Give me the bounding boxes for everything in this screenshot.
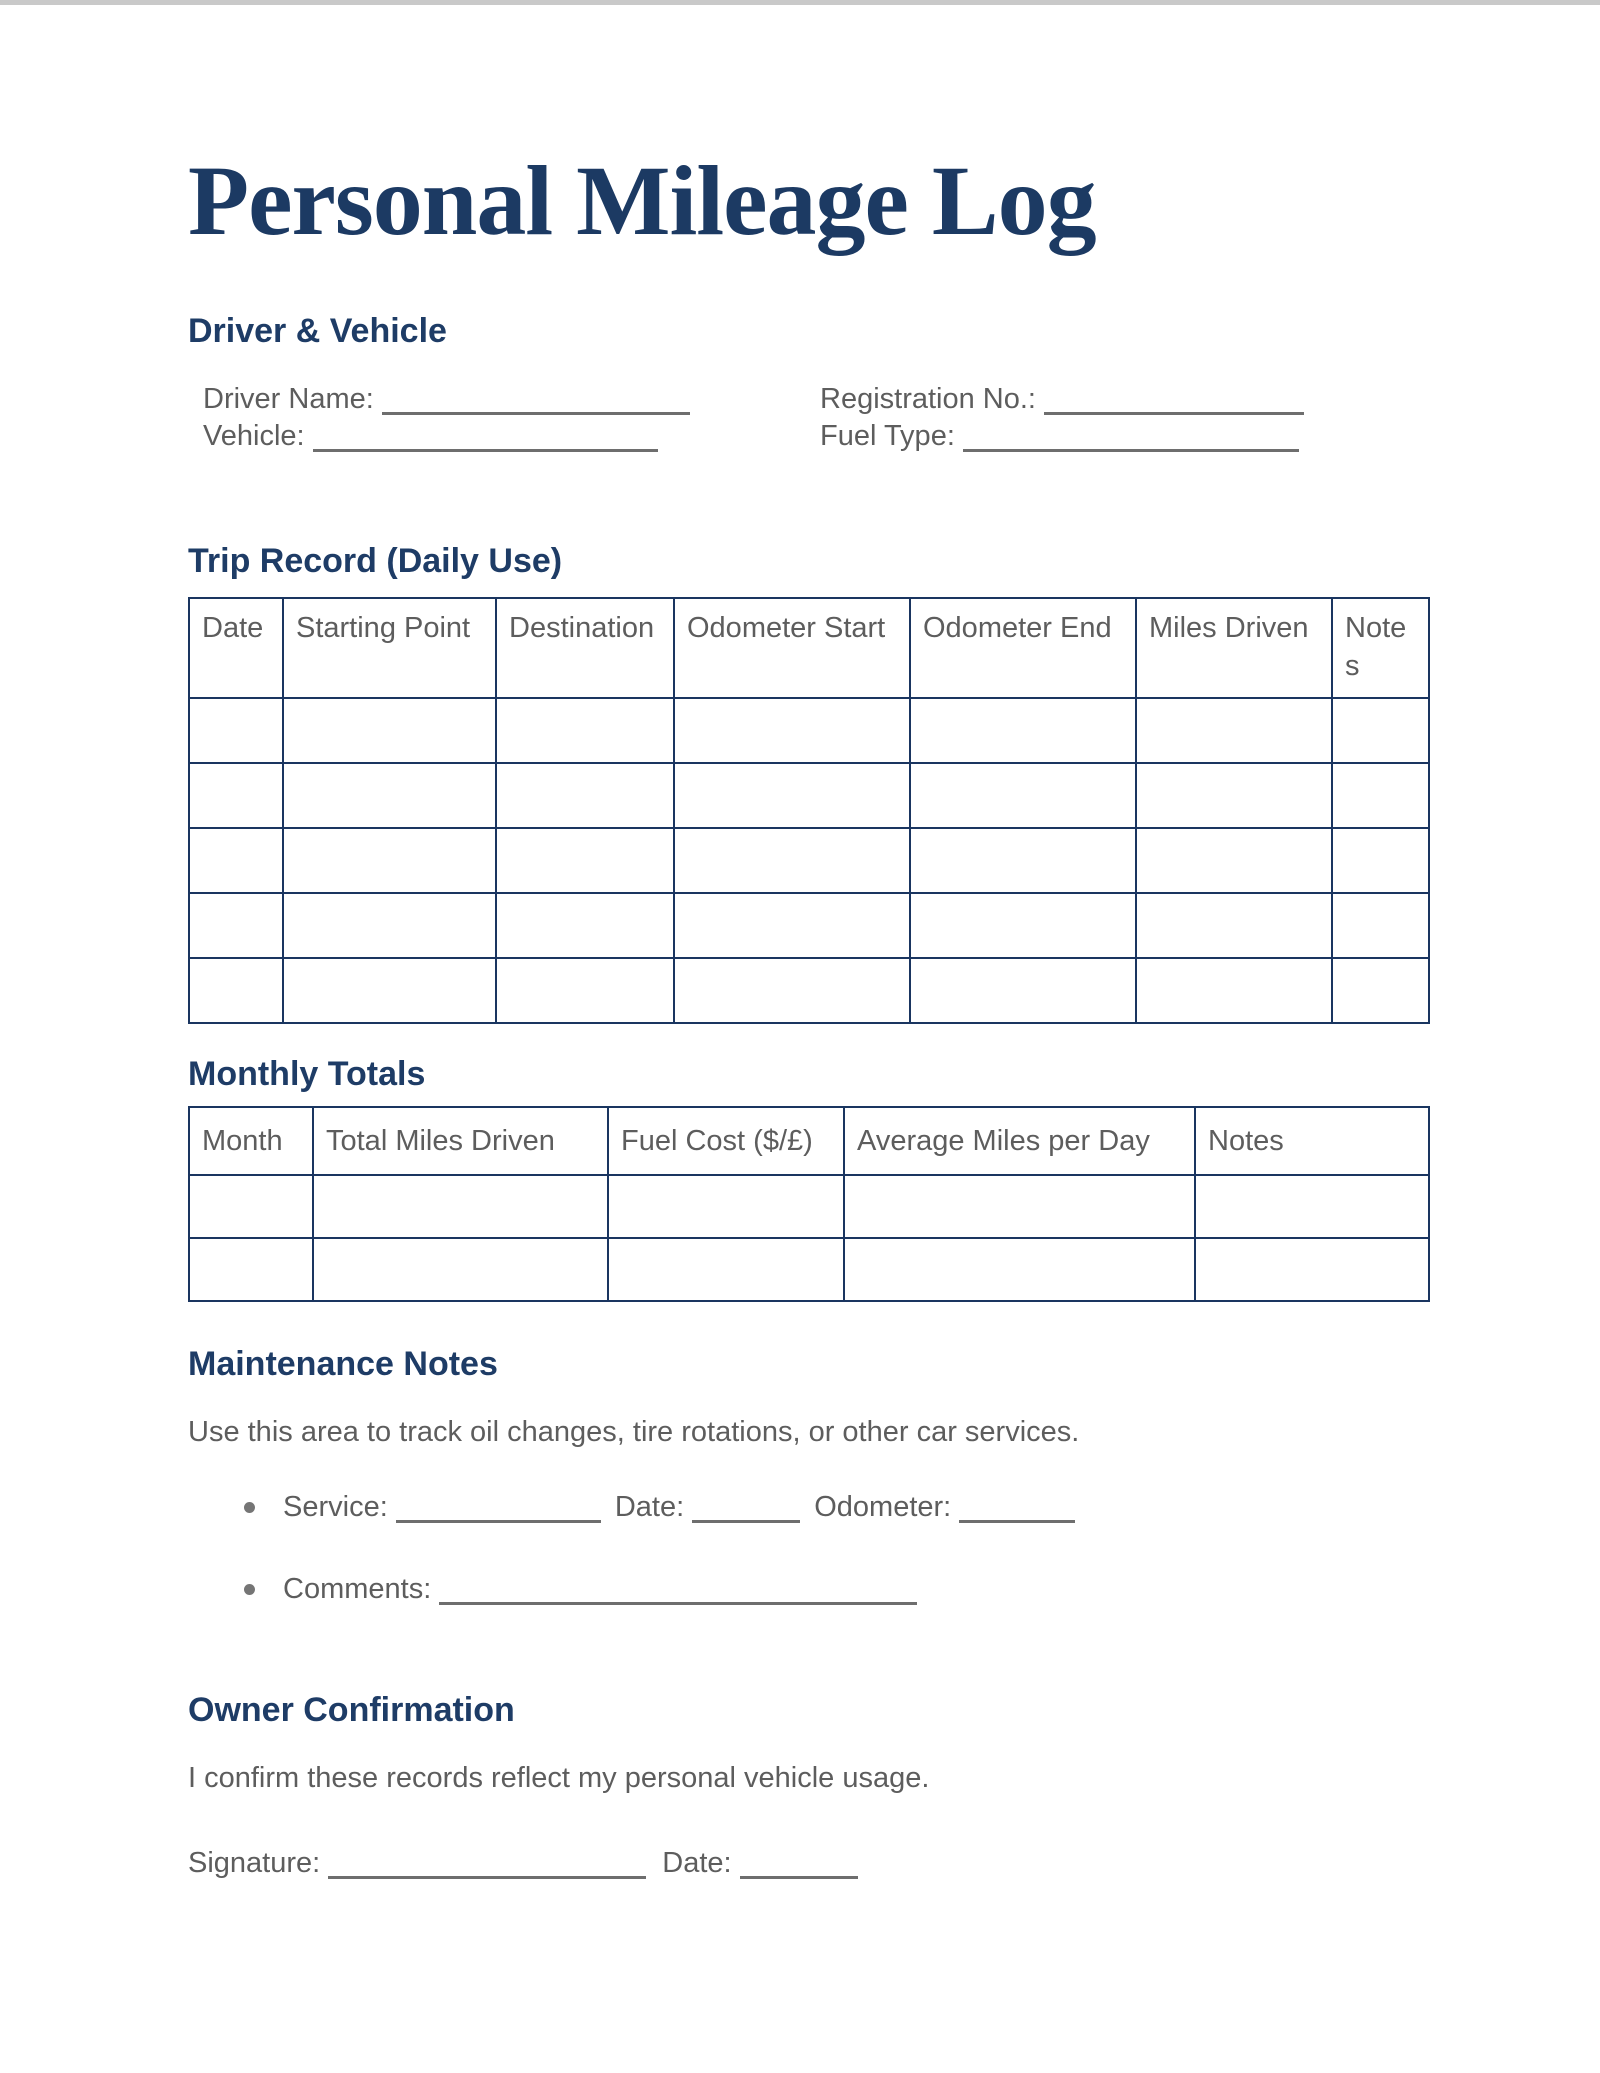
- service-line: [283, 1489, 1075, 1526]
- trip-col-starting-point: Starting Point: [283, 598, 496, 698]
- trip-empty-row: [189, 893, 1429, 958]
- trip-empty-row: [189, 828, 1429, 893]
- driver-name-blank[interactable]: [382, 389, 690, 415]
- section-heading-driver-vehicle: Driver & Vehicle: [188, 312, 447, 350]
- monthly-empty-cell[interactable]: [608, 1238, 844, 1301]
- monthly-empty-cell[interactable]: [844, 1238, 1195, 1301]
- driver-vehicle-fields: [188, 381, 1428, 455]
- trip-empty-cell[interactable]: [910, 763, 1136, 828]
- monthly-col-average-miles: Average Miles per Day: [844, 1107, 1195, 1175]
- monthly-col-total-miles: Total Miles Driven: [313, 1107, 608, 1175]
- signature-date-blank[interactable]: [740, 1853, 858, 1879]
- monthly-empty-cell[interactable]: [313, 1238, 608, 1301]
- trip-empty-cell[interactable]: [910, 958, 1136, 1023]
- monthly-header-row: [189, 1107, 1429, 1175]
- trip-empty-cell[interactable]: [674, 958, 910, 1023]
- trip-col-miles-driven: Miles Driven: [1136, 598, 1332, 698]
- page-title: Personal Mileage Log: [188, 145, 1096, 256]
- vehicle-blank[interactable]: [313, 426, 658, 452]
- trip-col-notes: Notes: [1332, 598, 1429, 698]
- trip-empty-cell[interactable]: [496, 763, 674, 828]
- trip-col-odometer-start: Odometer Start: [674, 598, 910, 698]
- service-blank[interactable]: [396, 1497, 601, 1523]
- trip-col-odometer-end: Odometer End: [910, 598, 1136, 698]
- registration-label: Registration No.:: [820, 383, 1036, 415]
- trip-empty-cell[interactable]: [910, 698, 1136, 763]
- trip-empty-cell[interactable]: [1332, 763, 1429, 828]
- section-heading-owner-confirmation: Owner Confirmation: [188, 1691, 515, 1729]
- section-heading-monthly-totals: Monthly Totals: [188, 1055, 426, 1093]
- signature-label: Signature:: [188, 1847, 321, 1879]
- trip-header-row: [189, 598, 1429, 698]
- trip-empty-cell[interactable]: [910, 828, 1136, 893]
- trip-empty-cell[interactable]: [674, 698, 910, 763]
- section-heading-maintenance-notes: Maintenance Notes: [188, 1345, 498, 1383]
- trip-empty-cell[interactable]: [674, 828, 910, 893]
- monthly-col-notes: Notes: [1195, 1107, 1429, 1175]
- comments-blank[interactable]: [439, 1579, 917, 1605]
- section-heading-trip-record: Trip Record (Daily Use): [188, 542, 563, 580]
- trip-empty-cell[interactable]: [496, 698, 674, 763]
- trip-empty-row: [189, 698, 1429, 763]
- trip-empty-cell[interactable]: [283, 958, 496, 1023]
- maintenance-service-item: [188, 1489, 1428, 1526]
- fuel-type-blank[interactable]: [963, 426, 1299, 452]
- driver-name-row: [188, 381, 820, 418]
- comments-line: [283, 1571, 917, 1608]
- trip-empty-cell[interactable]: [496, 893, 674, 958]
- service-date-blank[interactable]: [692, 1497, 800, 1523]
- trip-empty-cell[interactable]: [496, 958, 674, 1023]
- driver-name-label: Driver Name:: [203, 383, 374, 415]
- trip-empty-cell[interactable]: [1332, 828, 1429, 893]
- trip-empty-cell[interactable]: [674, 763, 910, 828]
- fuel-type-row: [820, 418, 1428, 455]
- trip-empty-cell[interactable]: [1136, 763, 1332, 828]
- trip-empty-cell[interactable]: [1332, 893, 1429, 958]
- signature-date-label: Date:: [662, 1847, 732, 1879]
- service-odometer-blank[interactable]: [959, 1497, 1075, 1523]
- trip-empty-cell[interactable]: [283, 893, 496, 958]
- document-page: [188, 0, 1428, 1882]
- monthly-totals-table: [188, 1106, 1430, 1302]
- trip-empty-cell[interactable]: [189, 763, 283, 828]
- monthly-empty-cell[interactable]: [608, 1175, 844, 1238]
- vehicle-row: [188, 418, 820, 455]
- trip-empty-cell[interactable]: [674, 893, 910, 958]
- monthly-empty-cell[interactable]: [844, 1175, 1195, 1238]
- trip-empty-row: [189, 763, 1429, 828]
- signature-blank[interactable]: [328, 1853, 646, 1879]
- monthly-empty-cell[interactable]: [189, 1175, 313, 1238]
- service-date-label: Date:: [614, 1491, 685, 1523]
- trip-empty-cell[interactable]: [1332, 698, 1429, 763]
- vehicle-label: Vehicle:: [203, 420, 305, 452]
- trip-empty-cell[interactable]: [189, 958, 283, 1023]
- monthly-col-fuel-cost: Fuel Cost ($/£): [608, 1107, 844, 1175]
- trip-empty-cell[interactable]: [189, 893, 283, 958]
- trip-empty-cell[interactable]: [1136, 828, 1332, 893]
- maintenance-description: Use this area to track oil changes, tire rotations, or other car services.: [188, 1416, 1080, 1448]
- signature-row: [188, 1845, 1428, 1882]
- maintenance-comments-item: [188, 1571, 1428, 1608]
- monthly-empty-cell[interactable]: [189, 1238, 313, 1301]
- monthly-empty-cell[interactable]: [1195, 1175, 1429, 1238]
- trip-empty-cell[interactable]: [1332, 958, 1429, 1023]
- bullet-icon: [244, 1584, 255, 1595]
- registration-row: [820, 381, 1428, 418]
- monthly-col-month: Month: [189, 1107, 313, 1175]
- monthly-empty-row: [189, 1238, 1429, 1301]
- owner-confirmation-statement: I confirm these records reflect my personal vehicle usage.: [188, 1762, 930, 1794]
- trip-col-destination: Destination: [496, 598, 674, 698]
- monthly-empty-cell[interactable]: [313, 1175, 608, 1238]
- monthly-empty-row: [189, 1175, 1429, 1238]
- monthly-empty-cell[interactable]: [1195, 1238, 1429, 1301]
- bullet-icon: [244, 1502, 255, 1513]
- trip-empty-cell[interactable]: [1136, 698, 1332, 763]
- trip-empty-cell[interactable]: [283, 698, 496, 763]
- trip-empty-cell[interactable]: [1136, 893, 1332, 958]
- fuel-type-label: Fuel Type:: [820, 420, 955, 452]
- trip-col-date: Date: [189, 598, 283, 698]
- service-label: Service:: [283, 1491, 388, 1523]
- trip-record-table: [188, 597, 1430, 1024]
- trip-empty-row: [189, 958, 1429, 1023]
- trip-empty-cell[interactable]: [1136, 958, 1332, 1023]
- trip-empty-cell[interactable]: [283, 828, 496, 893]
- trip-empty-cell[interactable]: [283, 763, 496, 828]
- trip-empty-cell[interactable]: [496, 828, 674, 893]
- trip-empty-cell[interactable]: [189, 698, 283, 763]
- trip-empty-cell[interactable]: [910, 893, 1136, 958]
- trip-empty-cell[interactable]: [189, 828, 283, 893]
- service-odometer-label: Odometer:: [814, 1491, 952, 1523]
- comments-label: Comments:: [283, 1573, 432, 1605]
- registration-blank[interactable]: [1044, 389, 1304, 415]
